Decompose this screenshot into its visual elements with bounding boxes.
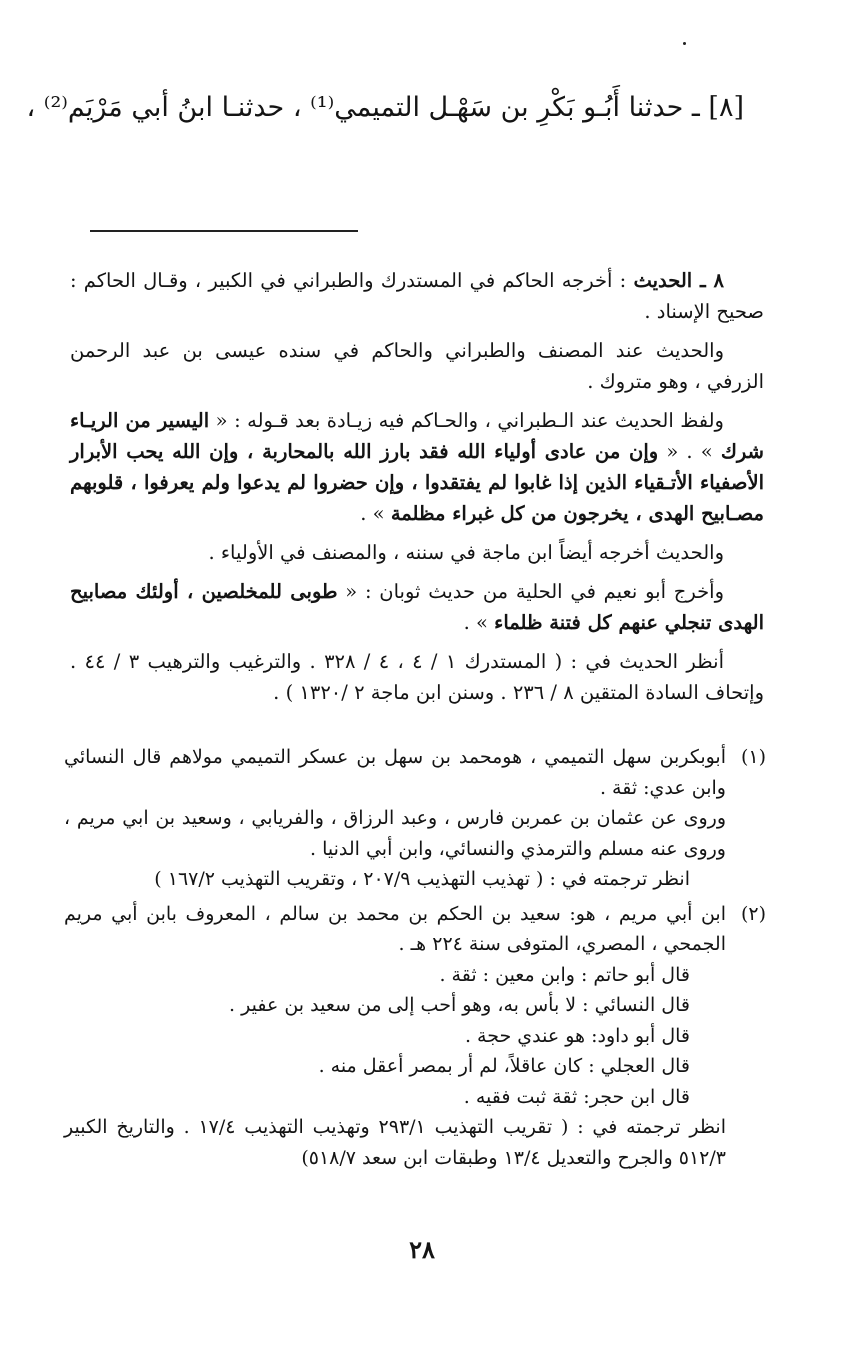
- footnote-line: قال النسائي : لا بأس به، وهو أحب إلى من سعيد بن عفير .: [229, 994, 690, 1016]
- note-paragraph-6: أنظر الحديث في : ( المستدرك ١ / ٤ ، ٤ / ٣٢٨ . والترغيب والترهيب ٣ / ٤٤ . وإتحاف السادة المتقين ٨ / ٢٣٦ . وسنن ابن ماجة ٢ /١٣٢٠ ) .: [70, 650, 764, 704]
- note-paragraph-4: والحديث أخرجه أيضاً ابن ماجة في سننه ، والمصنف في الأولياء .: [208, 541, 724, 564]
- footnote-2: [64, 899, 766, 1174]
- footnote-line: ابن أبي مريم ، هو: سعيد بن الحكم بن محمد بن سالم ، المعروف بابن أبي مريم الجمحي ، المصري، المتوفى سنة ٢٢٤ هـ .: [64, 902, 726, 955]
- commentary-notes: [70, 265, 764, 716]
- note-paragraph-3: ولفظ الحديث عند الـطبراني ، والحـاكم فيه زيـادة بعد قـوله : « اليسير من الريـاء شرك » . « وإن من عادى أولياء الله فقد بارز الله بالمحاربة ، وإن الله يحب الأبرار الأصفياء الأتـقياء الذين إذا غابوا لم يفتقدوا ، وإن حضروا لم يدعوا ولم يعرفوا ، قلوبهم مصـابيح الهدى ، يخرجون من كل غبراء مظلمة » .: [70, 409, 764, 525]
- footnote-separator-rule: [90, 230, 358, 232]
- footnote-marker: (١): [740, 746, 766, 768]
- footnote-line: أبوبكربن سهل التميمي ، هومحمد بن سهل بن عسكر التميمي مولاهم قال النسائي وابن عدي: ثقة .: [64, 746, 726, 799]
- footnote-line: انظر ترجمته في : ( تقريب التهذيب ٢٩٣/١ وتهذيب التهذيب ١٧/٤ . والتاريخ الكبير ٥١٢/٣ والجرح والتعديل ١٣/٤ وطبقات ابن سعد ٥١٨/٧): [64, 1116, 726, 1169]
- footnote-line: انظر ترجمته في : ( تهذيب التهذيب ٢٠٧/٩ ، وتقريب التهذيب ١٦٧/٢ ): [154, 868, 690, 890]
- footnote-line: قال أبو حاتم : وابن معين : ثقة .: [439, 963, 690, 986]
- footnote-line: وروى عن عثمان بن عمربن فارس ، وعبد الرزاق ، والفريابي ، وسعيد بن ابي مريم ، وروى عنه مسلم والترمذي والنسائي، وابن أبي الدنيا .: [64, 807, 726, 860]
- hadith-text-line: [٨] ـ حدثنا أَبُـو بَكْرِ بن سَهْـل التميمي⁽¹⁾ ، حدثنـا ابنُ أبي مَرْيَم⁽²⁾ ،: [26, 92, 744, 123]
- footnote-line: قال ابن حجر: ثقة ثبت فقيه .: [463, 1085, 690, 1108]
- footnotes: [64, 742, 766, 1177]
- note-label: ٨ ـ الحديث: [633, 269, 724, 292]
- footnote-line: قال أبو داود: هو عندي حجة .: [464, 1024, 690, 1047]
- page-number: ٢٨: [409, 1235, 435, 1264]
- note-paragraph-1: ٨ ـ الحديث : أخرجه الحاكم في المستدرك والطبراني في الكبير ، وقـال الحاكم : صحيح الإسناد .: [70, 269, 764, 323]
- footnote-1: [64, 742, 766, 895]
- note-paragraph-2: والحديث عند المصنف والطبراني والحاكم في سنده عيسى بن عبد الرحمن الزرفي ، وهو متروك .: [70, 339, 764, 393]
- stray-mark: [683, 42, 686, 45]
- note-paragraph-5: وأخرج أبو نعيم في الحلية من حديث ثوبان : « طوبى للمخلصين ، أولئك مصابيح الهدى تنجلي عنهم كل فتنة ظلماء » .: [70, 580, 764, 634]
- footnote-line: قال العجلي : كان عاقلاً، لم أر بمصر أعقل منه .: [318, 1055, 690, 1077]
- footnote-marker: (٢): [740, 902, 766, 925]
